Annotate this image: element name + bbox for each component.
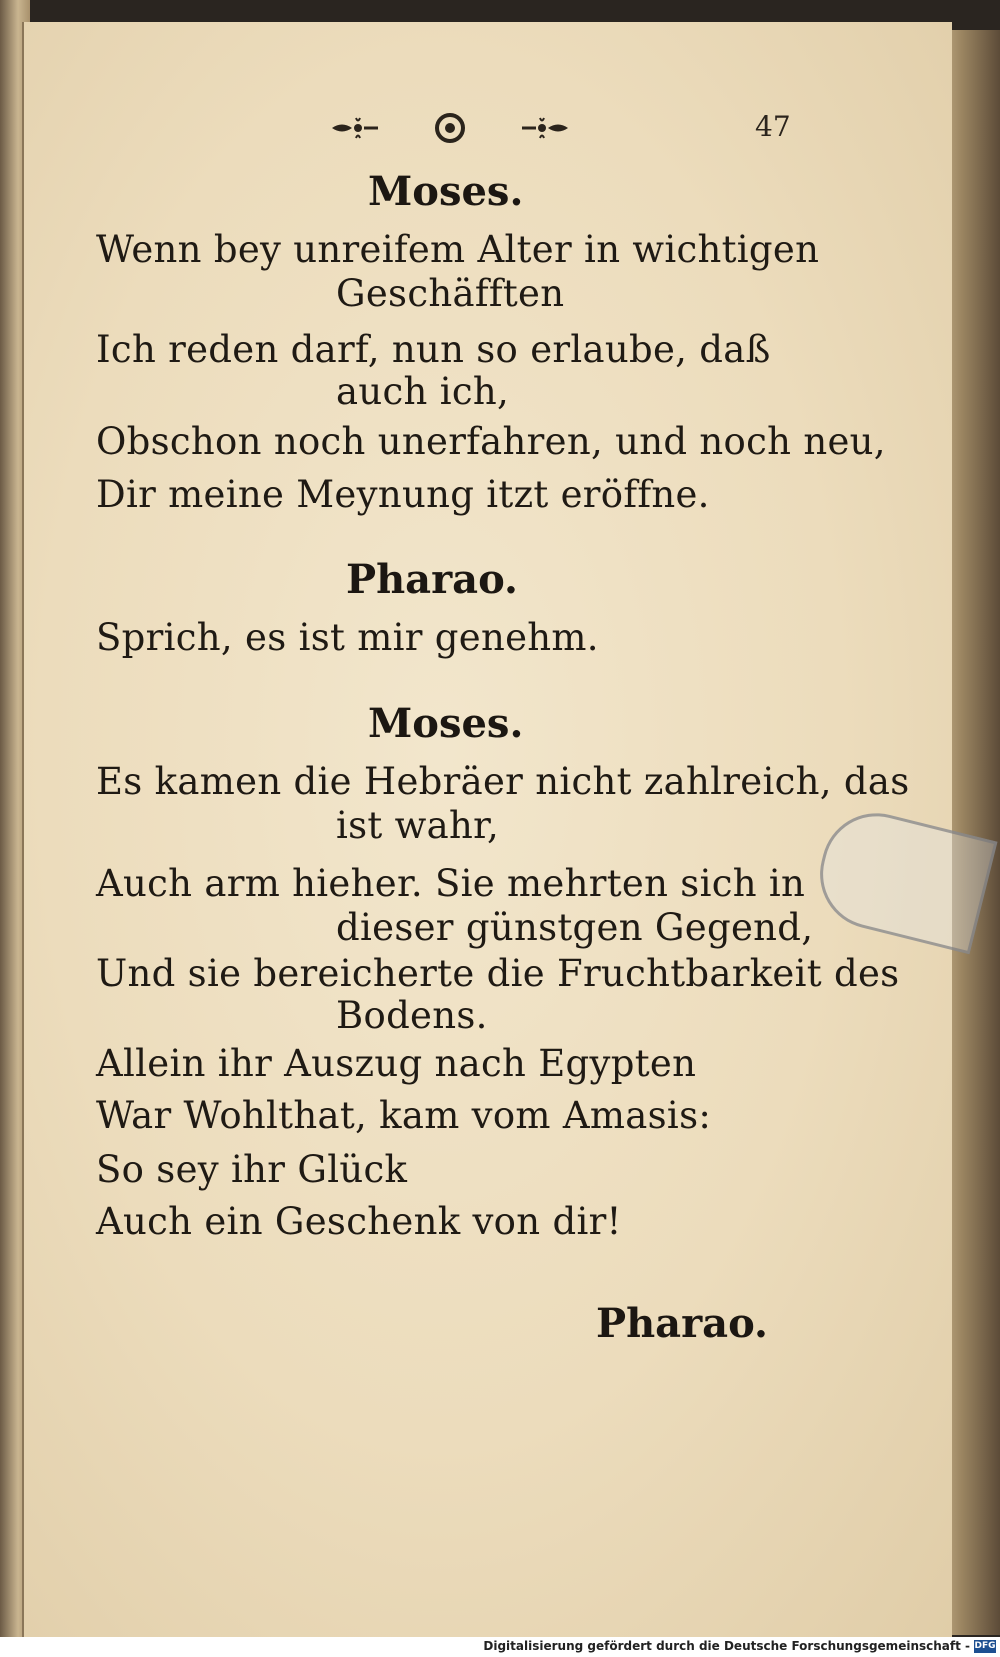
- verse-line: Sprich, es ist mir genehm.: [96, 616, 599, 659]
- verse-line: Auch arm hieher. Sie mehrten sich in: [96, 862, 806, 905]
- catchword: Pharao.: [596, 1300, 768, 1347]
- verse-line: Dir meine Meynung itzt eröffne.: [96, 473, 710, 516]
- verse-line: Geschäfften: [336, 272, 565, 315]
- verse-line: Auch ein Geschenk von dir!: [96, 1200, 622, 1243]
- verse-line: So sey ihr Glück: [96, 1148, 408, 1191]
- verse-line: War Wohlthat, kam vom Amasis:: [96, 1094, 712, 1137]
- verse-line: Und sie bereicherte die Fruchtbarkeit des: [96, 952, 900, 995]
- verse-line: ist wahr,: [336, 804, 500, 847]
- verse-line: dieser günstgen Gegend,: [336, 906, 814, 949]
- verse-line: Bodens.: [336, 994, 488, 1037]
- verse-line: Wenn bey unreifem Alter in wichtigen: [96, 228, 820, 271]
- text-body: [96, 0, 910, 1657]
- verse-line: Obschon noch unerfahren, und noch neu,: [96, 420, 886, 463]
- verse-line: auch ich,: [336, 370, 510, 413]
- verse-line: Allein ihr Auszug nach Egypten: [96, 1042, 697, 1085]
- footer-credit: Digitalisierung gefördert durch die Deutsche Forschungsgemeinschaft -: [483, 1639, 970, 1653]
- speaker-heading: Moses.: [368, 168, 524, 215]
- page-number: 47: [755, 110, 791, 143]
- speaker-heading: Moses.: [368, 700, 524, 747]
- speaker-heading: Pharao.: [346, 556, 518, 603]
- verse-line: Ich reden darf, nun so erlaube, daß: [96, 328, 771, 371]
- dfg-logo: DFG: [974, 1641, 996, 1651]
- verse-line: Es kamen die Hebräer nicht zahlreich, das: [96, 760, 910, 803]
